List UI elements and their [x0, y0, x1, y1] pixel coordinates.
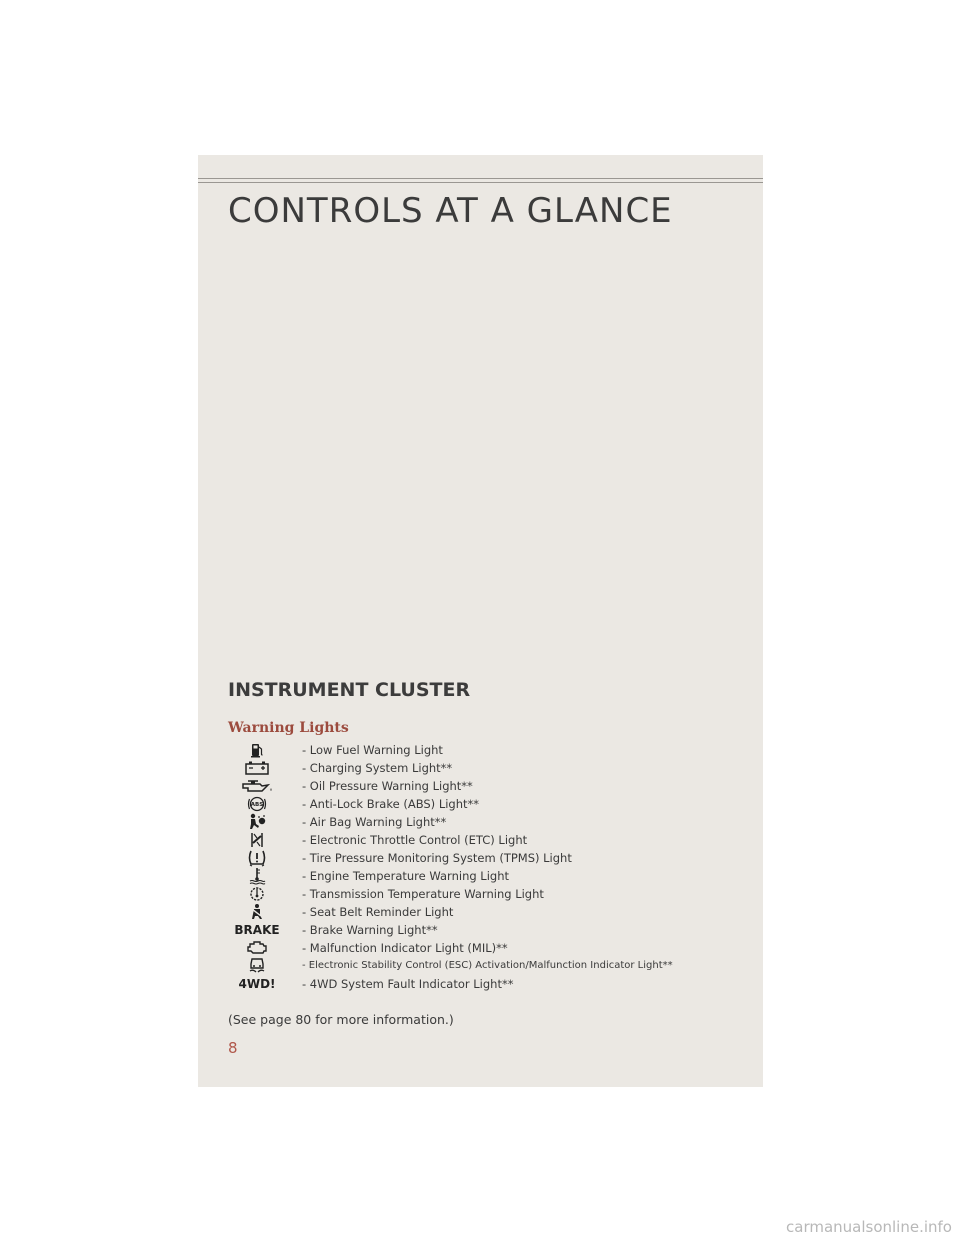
list-item: [198, 777, 763, 795]
light-label: - Electronic Throttle Control (ETC) Light: [302, 833, 528, 847]
seatbelt-icon: [228, 903, 286, 921]
engine-temp-icon: [228, 867, 286, 885]
watermark: carmanualsonline.info: [786, 1218, 952, 1236]
list-item: [198, 867, 763, 885]
warning-lights-list: [198, 741, 763, 993]
manual-page: [198, 155, 763, 1087]
light-label: - Low Fuel Warning Light: [302, 743, 443, 757]
4wd-text-icon: 4WD!: [238, 977, 276, 991]
list-item: [198, 813, 763, 831]
light-label: - 4WD System Fault Indicator Light**: [302, 977, 514, 991]
tpms-icon: [228, 849, 286, 867]
list-item: [198, 885, 763, 903]
fuel-pump-icon: [228, 741, 286, 759]
light-label: - Tire Pressure Monitoring System (TPMS) Light: [302, 851, 572, 865]
svg-text:ABS: ABS: [250, 802, 264, 809]
list-item: [198, 939, 763, 957]
list-item: [198, 759, 763, 777]
esc-car-icon: [228, 957, 286, 975]
check-engine-icon: [228, 939, 286, 957]
light-label: - Brake Warning Light**: [302, 923, 438, 937]
list-item: [198, 741, 763, 759]
list-item: [198, 921, 763, 939]
brake-text-icon: BRAKE: [234, 923, 280, 937]
airbag-icon: [228, 813, 286, 831]
list-item: [198, 957, 763, 975]
list-item: [198, 831, 763, 849]
list-item: [198, 975, 763, 993]
light-label: - Oil Pressure Warning Light**: [302, 779, 473, 793]
list-item: [198, 795, 763, 813]
footnote: (See page 80 for more information.): [228, 1012, 454, 1027]
oil-can-icon: [228, 777, 286, 795]
light-label: - Electronic Stability Control (ESC) Activation/Malfunction Indicator Light**: [302, 960, 673, 971]
etc-throttle-icon: [228, 831, 286, 849]
list-item: [198, 903, 763, 921]
light-label: - Air Bag Warning Light**: [302, 815, 447, 829]
transmission-temp-icon: [228, 885, 286, 903]
battery-icon: [228, 759, 286, 777]
list-item: [198, 849, 763, 867]
section-title: INSTRUMENT CLUSTER: [228, 679, 471, 701]
subheading: Warning Lights: [228, 720, 349, 736]
page-header: CONTROLS AT A GLANCE: [228, 191, 673, 231]
light-label: - Anti-Lock Brake (ABS) Light**: [302, 797, 480, 811]
page-number: 8: [228, 1039, 238, 1057]
header-rule: [198, 182, 763, 183]
light-label: - Engine Temperature Warning Light: [302, 869, 510, 883]
light-label: - Seat Belt Reminder Light: [302, 905, 454, 919]
light-label: - Transmission Temperature Warning Light: [302, 887, 544, 901]
light-label: - Malfunction Indicator Light (MIL)**: [302, 941, 508, 955]
light-label: - Charging System Light**: [302, 761, 453, 775]
abs-icon: [228, 795, 286, 813]
header-rule: [198, 178, 763, 179]
